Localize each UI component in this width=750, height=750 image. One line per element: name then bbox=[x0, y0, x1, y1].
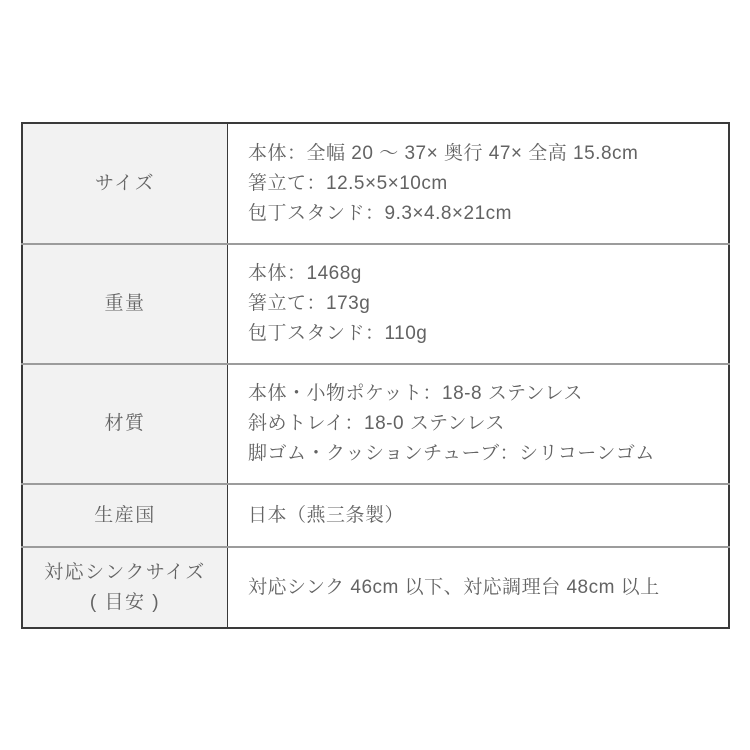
row-value-line: 本体：全幅 20 〜 37× 奥行 47× 全高 15.8cm bbox=[248, 142, 639, 164]
row-value-line: 日本（燕三条製） bbox=[248, 504, 405, 526]
row-value bbox=[228, 547, 730, 628]
table-row bbox=[22, 547, 729, 628]
row-label-line: 重量 bbox=[104, 293, 146, 314]
row-label-line: 生産国 bbox=[94, 504, 156, 526]
row-value-line: 箸立て：173g bbox=[248, 293, 371, 314]
spec-table-body bbox=[22, 123, 729, 628]
row-value-line: 本体：1468g bbox=[248, 263, 362, 284]
row-value-line: 斜めトレイ：18-0 ステンレス bbox=[248, 413, 505, 434]
row-value-line: 脚ゴム・クッションチューブ：シリコーンゴム bbox=[248, 443, 655, 464]
row-label bbox=[22, 123, 228, 244]
row-value-line: 箸立て：12.5×5×10cm bbox=[248, 172, 448, 194]
row-label-line: ( 目安 ) bbox=[89, 591, 161, 613]
row-value bbox=[228, 123, 730, 244]
table-row bbox=[22, 484, 729, 547]
row-label-line: サイズ bbox=[95, 172, 155, 194]
row-label-line: 対応シンクサイズ bbox=[44, 561, 206, 583]
row-label bbox=[22, 484, 228, 547]
table-row bbox=[22, 364, 729, 484]
row-label-line: 材質 bbox=[104, 413, 146, 434]
row-value bbox=[228, 244, 730, 364]
row-label bbox=[22, 244, 228, 364]
row-value-line: 包丁スタンド：9.3×4.8×21cm bbox=[248, 202, 512, 224]
row-value-line: 対応シンク 46cm 以下、対応調理台 48cm 以上 bbox=[248, 576, 660, 598]
row-value bbox=[228, 484, 730, 547]
table-row bbox=[22, 123, 729, 244]
table-row bbox=[22, 244, 729, 364]
row-value-line: 包丁スタンド：110g bbox=[248, 323, 428, 344]
row-value bbox=[228, 364, 730, 484]
product-spec-table bbox=[21, 122, 730, 629]
row-label bbox=[22, 547, 228, 628]
row-label bbox=[22, 364, 228, 484]
row-value-line: 本体・小物ポケット：18-8 ステンレス bbox=[248, 383, 583, 404]
